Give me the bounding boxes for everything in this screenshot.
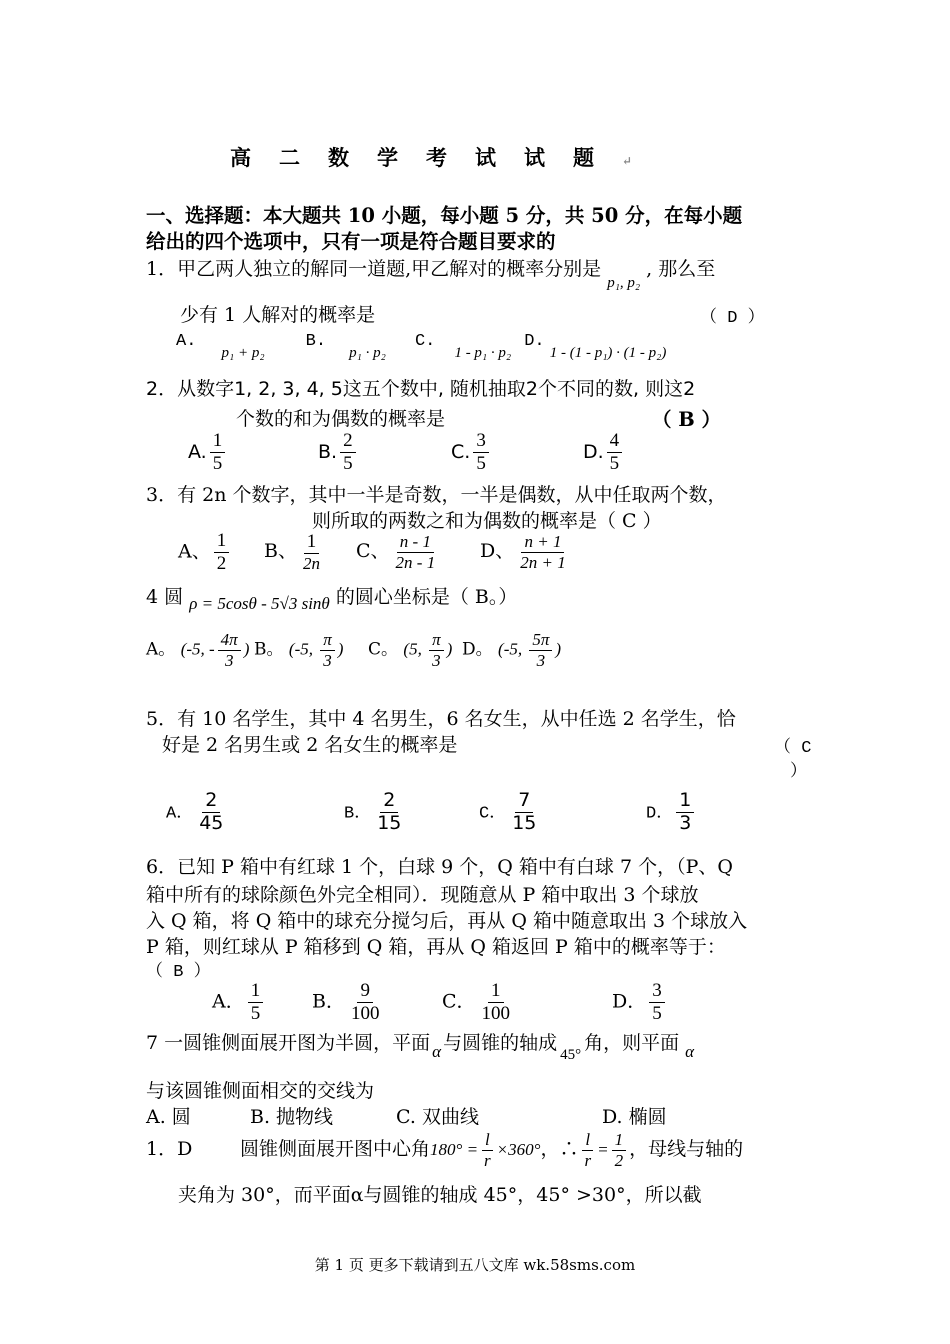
fraction: $\frac{1}{2}$: [612, 1130, 627, 1170]
page-title: [230, 142, 660, 172]
fraction: $\frac{1}{5}$: [210, 430, 226, 475]
alpha-symbol: α: [432, 1042, 442, 1061]
q1-option-value: p₁ · p₂: [349, 345, 386, 361]
q4-formula: ρ = 5cosθ - 5√3 sinθ: [189, 594, 330, 613]
q6-option-label: A．: [212, 990, 245, 1013]
title-char: 学: [377, 145, 400, 170]
q1-option-label: A.: [176, 332, 197, 351]
q2-line1: 2．从数字1, 2, 3, 4, 5这五个数中, 随机抽取2个不同的数, 则这2: [146, 378, 696, 400]
q4-option-label: C。: [368, 639, 399, 660]
q7-line2: 与该圆锥侧面相交的交线为: [146, 1080, 375, 1102]
q1-option-value: 1 - p₁ · p₂: [454, 345, 512, 361]
fraction: $\frac{1}{2}$: [214, 530, 230, 575]
fraction: $\frac{1}{100}$: [481, 980, 511, 1024]
q6-line: 入 Q 箱，将 Q 箱中的球充分搅匀后，再从 Q 箱中随意取出 3 个球放入: [146, 910, 748, 932]
q2-options: [188, 430, 625, 475]
q1-option-value: 1 - (1 - p₁) · (1 - p₂): [549, 345, 667, 361]
q1-option-label: D.: [524, 332, 545, 351]
q5-line2: 好是 2 名男生或 2 名女生的概率是: [162, 734, 458, 756]
q7-text: 角，则平面: [584, 1032, 680, 1054]
q5-options: [166, 790, 697, 835]
title-char: 数: [328, 145, 351, 170]
q2-option-label: C.: [451, 440, 471, 463]
q1-option-label: C.: [414, 332, 436, 351]
q7-text: 7 一圆锥侧面展开图为半圆，平面: [146, 1032, 431, 1054]
q1-options: [176, 330, 667, 361]
q4-line: [146, 582, 518, 613]
q6-option-label: D．: [612, 990, 647, 1013]
fraction: $\frac{2}{45}$: [199, 789, 224, 834]
q7-option: D. 椭圆: [602, 1106, 667, 1128]
title-char: 题: [573, 145, 596, 170]
page-footer: 第 1 页 更多下载请到五八文库 wk.58sms.com: [314, 1256, 636, 1274]
solution-text: ，母线与轴的: [629, 1138, 744, 1161]
fraction: $\frac{n + 1}{2n + 1}$: [520, 532, 566, 572]
fraction: $\frac{5\pi}{3}$: [529, 630, 552, 670]
fraction: $\frac{4}{5}$: [607, 430, 623, 475]
title-char: 二: [279, 145, 302, 170]
solution-line2: 夹角为 30°，而平面α与圆锥的轴成 45°，45° >30°，所以截: [178, 1184, 702, 1206]
q6-line: 6．已知 P 箱中有红球 1 个，白球 9 个，Q 箱中有白球 7 个，（P、Q: [146, 856, 733, 878]
q7-option: B. 抛物线: [250, 1106, 334, 1128]
q2-answer: （ B ）: [652, 408, 722, 431]
title-char: 试: [524, 145, 547, 170]
q2-option-label: A.: [188, 440, 207, 463]
q1-line2: 少有 1 人解对的概率是: [180, 304, 376, 326]
q7-option: C. 双曲线: [396, 1106, 479, 1128]
q5-option-label: D．: [646, 804, 674, 824]
q1-vars: p₁, p₂: [607, 275, 641, 291]
q1-text: 1．甲乙两人独立的解同一道题,甲乙解对的概率分别是: [146, 258, 602, 280]
fraction: $\frac{1}{5}$: [248, 980, 264, 1025]
q7-line1: [146, 1028, 695, 1063]
q1-option-label: B.: [305, 332, 327, 351]
q7-options: [146, 1102, 667, 1129]
title-char: 高: [230, 145, 253, 170]
fraction: $\frac{1}{3}$: [676, 790, 694, 835]
q4-options: A。 (-5, - $\frac{4\pi}{3}$ ) B。 (-5, $\frac{\pi}{3}$ ) C。 (5, $\frac{\pi}{3}$ ) D。 (-5, $\frac{5\pi}{3}$ ): [146, 630, 562, 670]
fraction: $\frac{7}{15}$: [512, 789, 537, 834]
q1-answer: （ D ）: [700, 309, 765, 328]
q1-line1: [146, 254, 716, 291]
fraction: $\frac{9}{100}$: [350, 980, 380, 1024]
fraction: $\frac{3}{5}$: [649, 980, 665, 1025]
q3-line1: 3．有 2n 个数字，其中一半是奇数，一半是偶数，从中任取两个数，: [146, 484, 727, 506]
q2-option-label: D.: [583, 440, 604, 463]
q1-option-value: p₁ + p₂: [221, 345, 265, 361]
section-heading-line2: 给出的四个选项中，只有一项是符合题目要求的: [146, 230, 556, 253]
q6-option-label: C．: [442, 990, 476, 1013]
q5-option-label: C．: [479, 804, 507, 824]
alpha-symbol: α: [685, 1042, 695, 1061]
fraction: $\frac{\pi}{3}$: [320, 630, 335, 670]
q5-answer: （ C: [774, 739, 812, 758]
q7-angle: 45°: [560, 1047, 582, 1063]
title-char: 试: [475, 145, 498, 170]
q5-option-label: B．: [344, 804, 372, 824]
q6-line: 箱中所有的球除颜色外完全相同）．现随意从 P 箱中取出 3 个球放: [146, 884, 699, 906]
fraction: $\frac{4\pi}{3}$: [218, 630, 241, 670]
fraction: $\frac{n - 1}{2n - 1}$: [395, 532, 436, 572]
fraction: $\frac{1}{2n}$: [302, 531, 320, 573]
q2-line2: 个数的和为偶数的概率是: [236, 408, 446, 430]
q6-answer: （ B ）: [146, 963, 211, 982]
q7-text: 与圆锥的轴成: [443, 1032, 558, 1054]
fraction: $\frac{l}{r}$: [581, 1130, 594, 1170]
paragraph-mark-icon: ↵: [622, 154, 635, 168]
q4-option-label: D。: [462, 639, 493, 660]
q4-option-label: B。: [254, 639, 284, 660]
fraction: $\frac{2}{5}$: [340, 430, 356, 475]
q5-answer-close: ）: [790, 763, 807, 782]
solution-text: 圆锥侧面展开图中心角: [240, 1138, 431, 1161]
q6-options: [212, 980, 668, 1025]
q3-line2: 则所取的两数之和为偶数的概率是（ C ）: [312, 510, 662, 532]
solution-line1: [146, 1130, 743, 1170]
solution-label: 1．D: [146, 1138, 193, 1161]
q1-text-end: , 那么至: [646, 258, 716, 280]
q4-suffix: 的圆心坐标是（ B。）: [335, 586, 518, 608]
equation-part: ×360°: [496, 1140, 541, 1160]
q3-option-label: C、: [356, 540, 390, 563]
q6-line: P 箱，则红球从 P 箱移到 Q 箱，再从 Q 箱返回 P 箱中的概率等于：: [146, 936, 726, 958]
q3-option-label: B、: [264, 540, 297, 563]
q6-option-label: B．: [312, 990, 345, 1013]
q3-options: [178, 530, 572, 575]
q2-option-label: B.: [318, 440, 338, 463]
q3-option-label: A、: [178, 540, 211, 563]
q4-option-label: A。: [146, 639, 176, 660]
q5-option-label: A．: [166, 804, 194, 824]
solution-text: ，∴: [540, 1138, 579, 1161]
section-heading-line1: 一、选择题：本大题共 10 小题，每小题 5 分，共 50 分，在每小题: [146, 204, 743, 227]
fraction: $\frac{3}{5}$: [473, 430, 489, 475]
title-char: 考: [426, 145, 449, 170]
q3-option-label: D、: [480, 540, 515, 563]
equation-part: 180° =: [430, 1140, 479, 1160]
q4-prefix: 4 圆: [146, 586, 184, 608]
equation-part: =: [597, 1140, 609, 1160]
q5-line1: 5．有 10 名学生，其中 4 名男生，6 名女生，从中任选 2 名学生，恰: [146, 708, 736, 730]
fraction: $\frac{2}{15}$: [377, 789, 402, 834]
fraction: $\frac{\pi}{3}$: [429, 630, 444, 670]
q7-option: A. 圆: [146, 1106, 191, 1128]
fraction: $\frac{l}{r}$: [481, 1130, 494, 1170]
